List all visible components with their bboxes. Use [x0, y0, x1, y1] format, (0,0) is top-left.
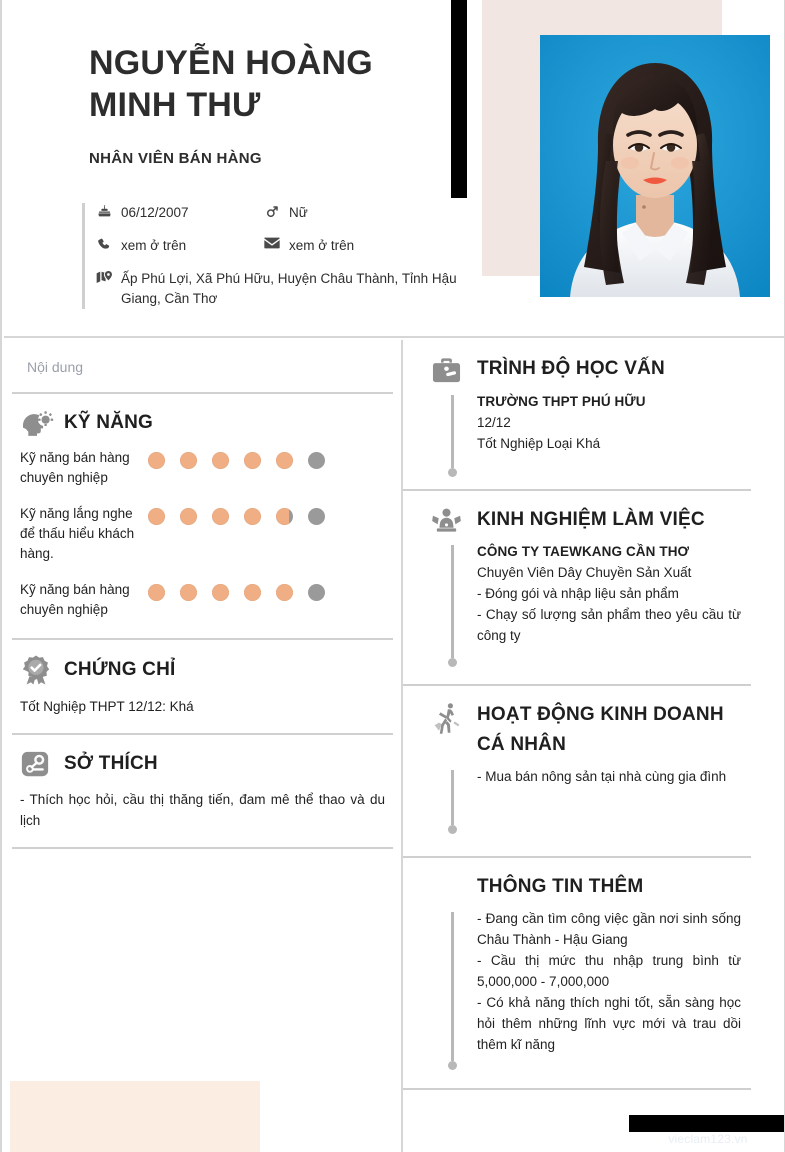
education-header	[403, 354, 777, 385]
skill-label: Kỹ năng lắng nghe để thấu hiểu khách hàng.	[20, 506, 135, 561]
additional-info-detail: - Cầu thị mức thu nhập trung bình từ 5,000,000 - 7,000,000	[477, 953, 741, 989]
page-title: NGUYỄN HOÀNG MINH THƯ	[89, 44, 373, 124]
timeline-marker	[431, 908, 473, 1070]
experience-header	[403, 505, 777, 535]
contact-phone	[94, 236, 262, 256]
gender-icon	[262, 204, 282, 220]
head-idea-icon	[20, 408, 60, 438]
experience-content	[403, 541, 777, 667]
rating-dot[interactable]	[308, 452, 325, 469]
birthday-cake-icon	[94, 204, 114, 219]
additional-info-section	[403, 858, 777, 1090]
education-institution: TRƯỜNG THPT PHÚ HỮU	[477, 394, 646, 409]
rating-dot[interactable]	[148, 508, 165, 525]
timeline-marker	[431, 391, 473, 477]
certificate-title: CHỨNG CHỈ	[64, 659, 176, 680]
experience-duty: - Đóng gói và nhập liệu sản phẩm	[477, 586, 679, 601]
additional-info-content	[403, 908, 777, 1070]
business-activity-section	[403, 686, 777, 858]
skill-label: Kỹ năng bán hàng chuyên nghiệp	[20, 450, 130, 485]
skill-item	[12, 448, 393, 488]
skills-header	[12, 408, 393, 438]
peach-accent-block	[10, 1081, 260, 1152]
additional-info-detail: - Đang cần tìm công việc gần nơi sinh sống Châu Thành - Hậu Giang	[477, 911, 741, 947]
map-pin-icon	[94, 270, 114, 285]
experience-role: Chuyên Viên Dây Chuyền Sản Xuất	[477, 565, 692, 580]
timeline-marker	[431, 541, 473, 667]
certificate-body: Tốt Nghiệp THPT 12/12: Khá	[20, 699, 194, 714]
education-section	[403, 340, 777, 491]
rating-dot[interactable]	[180, 508, 197, 525]
rating-dot[interactable]	[180, 452, 197, 469]
business-activity-header	[403, 700, 777, 760]
content-placeholder-label: Nội dung	[27, 359, 84, 375]
certificate-section	[12, 640, 393, 735]
contact-row	[94, 203, 482, 223]
contact-row	[94, 269, 482, 309]
rating-dot[interactable]	[276, 508, 293, 525]
contact-gender	[262, 203, 308, 223]
timeline-marker	[431, 766, 473, 834]
footer-accent-bar	[629, 1115, 785, 1132]
business-activity-content	[403, 766, 777, 834]
hobby-body: - Thích học hỏi, cầu thị thăng tiến, đam mê thể thao và du lịch	[20, 792, 385, 828]
experience-duty: - Chạy số lượng sản phẩm theo yêu cầu từ công ty	[477, 607, 741, 643]
skill-rating-dots[interactable]	[148, 504, 325, 525]
info-placeholder-icon	[431, 872, 473, 874]
education-title: TRÌNH ĐỘ HỌC VẤN	[477, 358, 665, 379]
education-detail: Tốt Nghiệp Loại Khá	[477, 436, 601, 451]
farmer-icon	[431, 700, 473, 734]
contact-email-label: xem ở trên	[289, 238, 355, 253]
hobby-section	[12, 735, 393, 849]
skill-item	[12, 580, 393, 620]
worker-desk-icon	[431, 505, 473, 535]
additional-info-title: THÔNG TIN THÊM	[477, 876, 644, 897]
skills-section	[12, 394, 393, 640]
rating-dot[interactable]	[148, 584, 165, 601]
experience-company: CÔNG TY TAEWKANG CẦN THƠ	[477, 544, 690, 559]
rating-dot[interactable]	[212, 452, 229, 469]
rating-dot[interactable]	[244, 584, 261, 601]
education-content	[403, 391, 777, 477]
briefcase-icon	[431, 354, 473, 385]
rating-dot[interactable]	[180, 584, 197, 601]
cv-header	[4, 0, 785, 338]
skill-item	[12, 504, 393, 564]
rating-dot[interactable]	[212, 584, 229, 601]
section-divider	[403, 1088, 751, 1090]
rating-dot[interactable]	[212, 508, 229, 525]
contact-address-label: Ấp Phú Lợi, Xã Phú Hữu, Huyện Châu Thành, Tỉnh Hậu Giang, Cần Thơ	[121, 271, 457, 306]
experience-title: KINH NGHIỆM LÀM VIỆC	[477, 509, 705, 530]
skill-rating-dots[interactable]	[148, 448, 325, 469]
phone-icon	[94, 237, 114, 252]
contact-birthday-label: 06/12/2007	[121, 205, 189, 220]
rating-dot[interactable]	[308, 584, 325, 601]
rating-dot[interactable]	[244, 508, 261, 525]
left-column	[4, 340, 403, 1152]
rating-dot[interactable]	[276, 584, 293, 601]
rating-dot[interactable]	[148, 452, 165, 469]
job-title: NHÂN VIÊN BÁN HÀNG	[89, 150, 262, 167]
education-detail: 12/12	[477, 415, 511, 430]
hobby-header	[12, 749, 393, 779]
rating-dot[interactable]	[244, 452, 261, 469]
contact-phone-label: xem ở trên	[121, 238, 187, 253]
certificate-header	[12, 654, 393, 686]
additional-info-detail: - Có khả năng thích nghi tốt, sẵn sàng học hỏi thêm những lĩnh vực mới và trau dồi thêm kĩ năng	[477, 995, 741, 1052]
award-badge-icon	[20, 654, 60, 686]
experience-section	[403, 491, 777, 686]
business-activity-title: HOẠT ĐỘNG KINH DOANH CÁ NHÂN	[477, 704, 724, 755]
hobby-title: SỞ THÍCH	[64, 753, 158, 774]
additional-info-header	[403, 872, 777, 902]
skills-title: KỸ NĂNG	[64, 412, 154, 433]
rating-dot[interactable]	[308, 508, 325, 525]
content-placeholder-field[interactable]	[12, 342, 393, 394]
hobby-icon	[20, 749, 60, 779]
business-activity-detail: - Mua bán nông sản tại nhà cùng gia đình	[477, 769, 727, 784]
contact-gender-label: Nữ	[289, 205, 308, 220]
contact-row	[94, 236, 482, 256]
contact-address	[94, 269, 474, 309]
skill-label: Kỹ năng bán hàng chuyên nghiệp	[20, 582, 130, 617]
email-icon	[262, 237, 282, 249]
contact-info	[82, 203, 482, 309]
watermark-label: vieclam123.vn	[668, 1132, 748, 1146]
contact-email	[262, 236, 354, 256]
right-column	[403, 340, 785, 1152]
skill-rating-dots[interactable]	[148, 580, 325, 601]
contact-birthday	[94, 203, 262, 223]
rating-dot[interactable]	[276, 452, 293, 469]
